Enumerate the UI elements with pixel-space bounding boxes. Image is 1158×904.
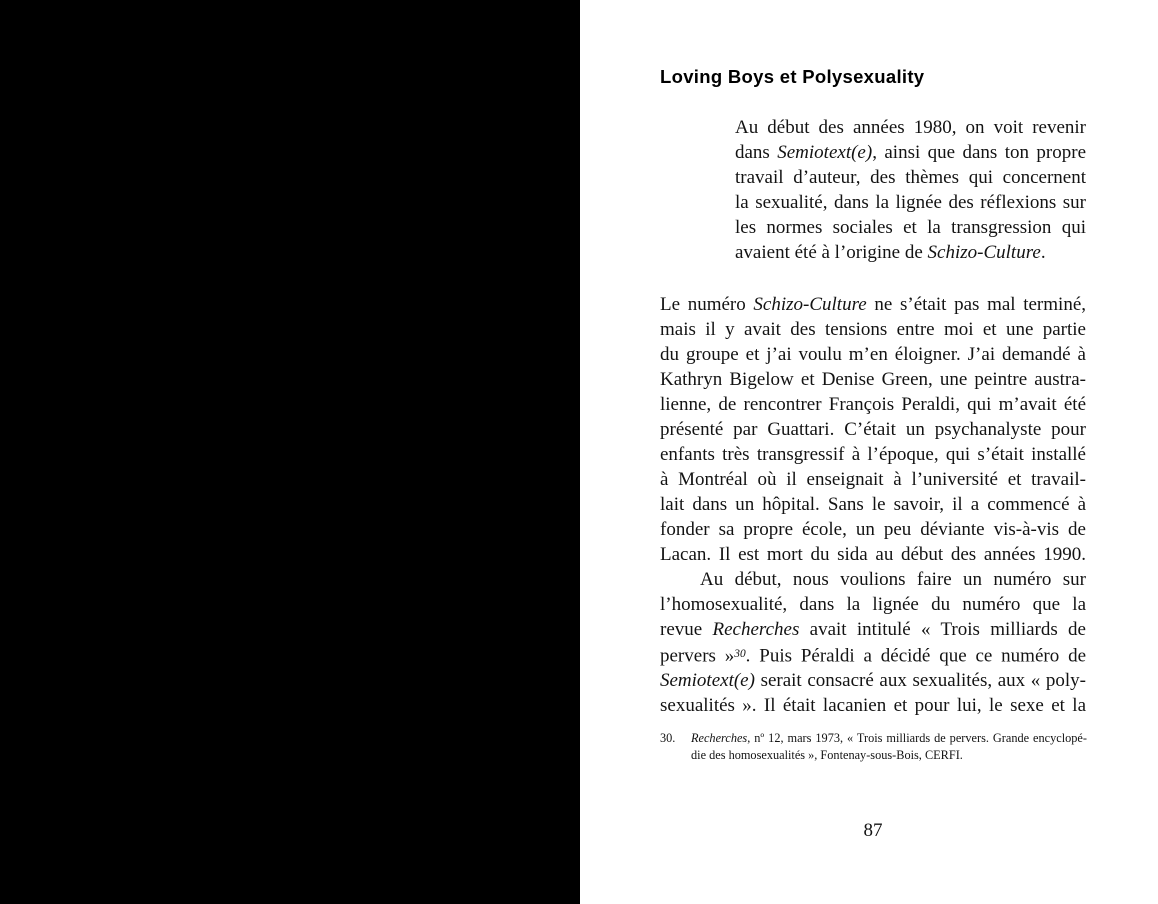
- body-text: [660, 292, 1086, 718]
- footnote-text: [691, 730, 1087, 764]
- text-line: Le numéro Schizo-Culture ne s’était pas mal terminé,: [660, 294, 1086, 315]
- text-line: du groupe et j’ai voulu m’en éloigner. J’ai demandé à: [660, 344, 1086, 365]
- footnote-number: 30.: [660, 731, 676, 745]
- text-line: Au début des années 1980, on voit revenir: [735, 117, 1086, 138]
- text-line: dans Semiotext(e), ainsi que dans ton propre: [735, 142, 1087, 163]
- text-line: Au début, nous voulions faire un numéro sur: [700, 569, 1086, 590]
- text-line: Kathryn Bigelow et Denise Green, une peintre austra-: [660, 369, 1086, 390]
- text-line: sexualités ». Il était lacanien et pour lui, le sexe et la: [660, 695, 1086, 717]
- text-line: mais il y avait des tensions entre moi et une partie: [660, 319, 1086, 340]
- page-number: 87: [863, 820, 883, 841]
- text-line: Recherches, nº 12, mars 1973, « Trois milliards de pervers. Grande encyclopé-: [691, 731, 1087, 745]
- text-line: présenté par Guattari. C’était un psychanalyste pour: [660, 419, 1086, 440]
- paragraph-2: [660, 567, 1086, 718]
- text-line: enfants très transgressif à l’époque, qui s’était installé: [660, 444, 1086, 465]
- text-line: fonder sa propre école, un peu déviante vis-à-vis de: [660, 519, 1086, 540]
- text-line: die des homosexualités », Fontenay-sous-Bois, CERFI.: [691, 748, 963, 762]
- chapter-heading: Loving Boys et Polysexuality: [660, 66, 925, 87]
- text-line: l’homosexualité, dans la lignée du numéro que la: [660, 594, 1086, 615]
- text-line: avaient été à l’origine de Schizo-Culture.: [735, 242, 1046, 263]
- text-line: lienne, de rencontrer François Peraldi, qui m’avait été: [660, 394, 1086, 415]
- footnote: [660, 730, 1087, 764]
- text-line: Semiotext(e) serait consacré aux sexualités, aux « poly-: [660, 670, 1086, 692]
- text-line: pervers »$^{30}$. Puis Péraldi a décidé que ce numéro de: [660, 645, 1086, 667]
- paragraph-1: [660, 292, 1086, 567]
- text-line: lait dans un hôpital. Sans le savoir, il a commencé à: [660, 494, 1086, 515]
- right-page: [580, 0, 1158, 904]
- text-line: la sexualité, dans la lignée des réflexions sur: [735, 192, 1086, 213]
- text-line: les normes sociales et la transgression qui: [735, 217, 1086, 238]
- text-line: revue Recherches avait intitulé « Trois milliards de: [660, 619, 1086, 640]
- text-line: travail d’auteur, des thèmes qui concernent: [735, 167, 1086, 188]
- text-line: Lacan. Il est mort du sida au début des années 1990.: [660, 544, 1086, 565]
- interview-question: [735, 115, 1086, 265]
- text-line: à Montréal où il enseignait à l’université et travail-: [660, 469, 1086, 490]
